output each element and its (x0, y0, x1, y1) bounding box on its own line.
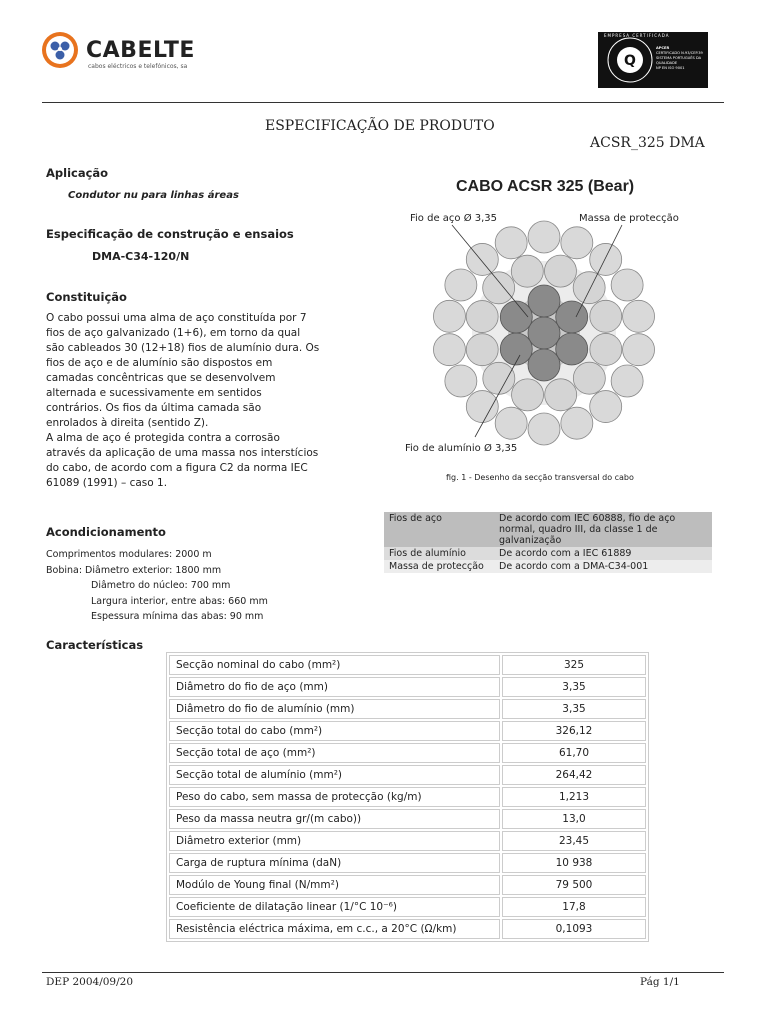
text-line: A alma de aço é protegida contra a corrosão (46, 432, 280, 444)
aplicacao-heading: Aplicação (46, 166, 109, 180)
characteristic-name: Secção total de alumínio (mm²) (169, 765, 500, 785)
text-line: O cabo possui uma alma de aço constituída por 7 (46, 312, 307, 324)
characteristic-value: 13,0 (502, 809, 646, 829)
constituicao-text (46, 311, 366, 491)
characteristic-value: 79 500 (502, 875, 646, 895)
page-number: Pág 1/1 (640, 976, 680, 988)
characteristic-value: 17,8 (502, 897, 646, 917)
characteristic-name: Diâmetro exterior (mm) (169, 831, 500, 851)
characteristic-name: Carga de ruptura mínima (daN) (169, 853, 500, 873)
aplicacao-text: Condutor nu para linhas áreas (68, 190, 239, 201)
cert-line: NP EN ISO 9001 (656, 66, 685, 70)
text-line: através da aplicação de uma massa nos interstícios (46, 447, 319, 459)
aluminium-wire (561, 407, 593, 439)
aluminium-wire (528, 413, 560, 445)
acondicionamento-heading: Acondicionamento (46, 525, 166, 539)
characteristic-name: Resistência eléctrica máxima, em c.c., a 20°C (Ω/km) (169, 919, 500, 939)
table-row (169, 897, 646, 917)
cert-line: SISTEMA PORTUGUÊS DA QUALIDADE (656, 56, 702, 65)
aluminium-wire (466, 334, 498, 366)
header-divider (42, 102, 724, 103)
material-spec: De acordo com a IEC 61889 (499, 548, 632, 559)
brand-name: CABELTE (86, 38, 195, 63)
constituicao-heading: Constituição (46, 290, 127, 304)
document-title: ESPECIFICAÇÃO DE PRODUTO (265, 118, 495, 134)
material-name: Fios de aço (389, 513, 442, 524)
table-row (384, 547, 712, 560)
logo-mark-icon (42, 32, 78, 68)
text-line: do cabo, de acordo com a figura C2 da norma IEC (46, 462, 308, 474)
footer-divider (42, 972, 724, 973)
table-row (169, 655, 646, 675)
text-line: fios de aço galvanizado (1+6), em torno da qual (46, 327, 301, 339)
characteristic-value: 325 (502, 655, 646, 675)
characteristic-name: Coeficiente de dilatação linear (1/°C 10⁻⁶) (169, 897, 500, 917)
cert-line: APCER (656, 46, 670, 50)
characteristic-value: 264,42 (502, 765, 646, 785)
aluminium-wire (623, 300, 655, 332)
aluminium-wire (528, 221, 560, 253)
text-line: enrolados à direita (sentido Z). (46, 417, 209, 429)
especificacao-heading: Especificação de construção e ensaios (46, 227, 294, 241)
text-line: Comprimentos modulares: 2000 m (46, 549, 212, 560)
text-line: camadas concêntricas que se desenvolvem (46, 372, 276, 384)
table-row (169, 831, 646, 851)
aluminium-wire (466, 301, 498, 333)
table-row (169, 853, 646, 873)
text-line: Espessura mínima das abas: 90 mm (91, 611, 264, 622)
aluminium-wire (433, 334, 465, 366)
aluminium-wire (512, 379, 544, 411)
material-name: Fios de alumínio (389, 548, 466, 559)
steel-wire (556, 333, 588, 365)
svg-text:Q: Q (624, 53, 636, 69)
label-aluminium-wire: Fio de alumínio Ø 3,35 (405, 443, 518, 454)
cable-cross-section-figure (390, 205, 720, 475)
brand-tagline: cabos eléctricos e telefónicos, sa (88, 63, 188, 70)
aluminium-wire (611, 269, 643, 301)
aluminium-wire (623, 334, 655, 366)
cert-line: CERTIFICADO N.93/CEP.39 (656, 51, 703, 55)
aluminium-wire (590, 391, 622, 423)
characteristic-value: 10 938 (502, 853, 646, 873)
figure-caption: fig. 1 - Desenho da secção transversal do cabo (446, 473, 634, 482)
text-line: fios de aço e de alumínio são dispostos em (46, 357, 273, 369)
characteristic-name: Modúlo de Young final (N/mm²) (169, 875, 500, 895)
steel-wire (556, 301, 588, 333)
materials-table (384, 512, 712, 573)
acondicionamento-text (46, 547, 366, 625)
text-line: contrários. Os fios da última camada são (46, 402, 262, 414)
footer-date: DEP 2004/09/20 (46, 976, 134, 988)
caracteristicas-heading: Características (46, 638, 144, 652)
characteristic-name: Secção total de aço (mm²) (169, 743, 500, 763)
table-row (169, 699, 646, 719)
text-line: Largura interior, entre abas: 660 mm (91, 595, 268, 607)
company-logo (42, 32, 242, 76)
especificacao-text: DMA-C34-120/N (92, 250, 190, 263)
aluminium-wire (561, 227, 593, 259)
aluminium-wire (433, 300, 465, 332)
text-line: Diâmetro do núcleo: 700 mm (91, 580, 231, 591)
aluminium-wire (483, 362, 515, 394)
text-line: Bobina: Diâmetro exterior: 1800 mm (46, 564, 222, 576)
aluminium-wire (544, 255, 576, 287)
steel-wire (528, 349, 560, 381)
characteristic-name: Secção total do cabo (mm²) (169, 721, 500, 741)
text-line: alternada e sucessivamente em sentidos (46, 387, 262, 399)
table-row (169, 677, 646, 697)
table-row (384, 512, 712, 547)
characteristic-value: 3,35 (502, 677, 646, 697)
table-row (169, 765, 646, 785)
cert-arc-text: EMPRESA CERTIFICADA (604, 33, 670, 38)
material-spec: De acordo com IEC 60888, fio de aço normal, quadro III, da classe 1 de galvanização (499, 513, 676, 546)
label-steel-wire: Fio de aço Ø 3,35 (410, 213, 498, 224)
characteristic-name: Peso da massa neutra gr/(m cabo)) (169, 809, 500, 829)
characteristic-name: Diâmetro do fio de alumínio (mm) (169, 699, 500, 719)
table-row (169, 875, 646, 895)
aluminium-wire (545, 379, 577, 411)
characteristic-value: 61,70 (502, 743, 646, 763)
characteristic-name: Diâmetro do fio de aço (mm) (169, 677, 500, 697)
table-row (169, 787, 646, 807)
aluminium-wire (573, 362, 605, 394)
aluminium-wire (511, 255, 543, 287)
table-row (169, 809, 646, 829)
aluminium-wire (495, 407, 527, 439)
characteristic-value: 23,45 (502, 831, 646, 851)
characteristic-name: Peso do cabo, sem massa de protecção (kg/m) (169, 787, 500, 807)
label-grease: Massa de protecção (579, 213, 679, 224)
table-row (169, 743, 646, 763)
characteristic-value: 326,12 (502, 721, 646, 741)
characteristic-value: 3,35 (502, 699, 646, 719)
text-line: 61089 (1991) – caso 1. (46, 477, 168, 489)
table-row (169, 721, 646, 741)
steel-wire (528, 285, 560, 317)
material-spec: De acordo com a DMA-C34-001 (499, 561, 649, 572)
characteristic-value: 0,1093 (502, 919, 646, 939)
product-code: ACSR_325 DMA (590, 135, 705, 151)
aluminium-wire (611, 365, 643, 397)
iso-certification-seal (598, 32, 708, 88)
text-line: são cableados 30 (12+18) fios de alumínio dura. Os (46, 342, 320, 354)
characteristic-name: Secção nominal do cabo (mm²) (169, 655, 500, 675)
characteristic-value: 1,213 (502, 787, 646, 807)
steel-wire (500, 333, 532, 365)
aluminium-wire (466, 391, 498, 423)
aluminium-wire (483, 272, 515, 304)
cable-title: CABO ACSR 325 (Bear) (456, 178, 635, 195)
steel-wire (528, 317, 560, 349)
aluminium-wire (590, 243, 622, 275)
material-name: Massa de protecção (389, 561, 484, 572)
aluminium-wire (445, 365, 477, 397)
table-row (169, 919, 646, 939)
aluminium-wire (495, 227, 527, 259)
aluminium-wire (573, 272, 605, 304)
characteristics-table (166, 652, 649, 942)
table-row (384, 560, 712, 573)
aluminium-wire (445, 269, 477, 301)
aluminium-wire (590, 300, 622, 332)
aluminium-wire (590, 333, 622, 365)
